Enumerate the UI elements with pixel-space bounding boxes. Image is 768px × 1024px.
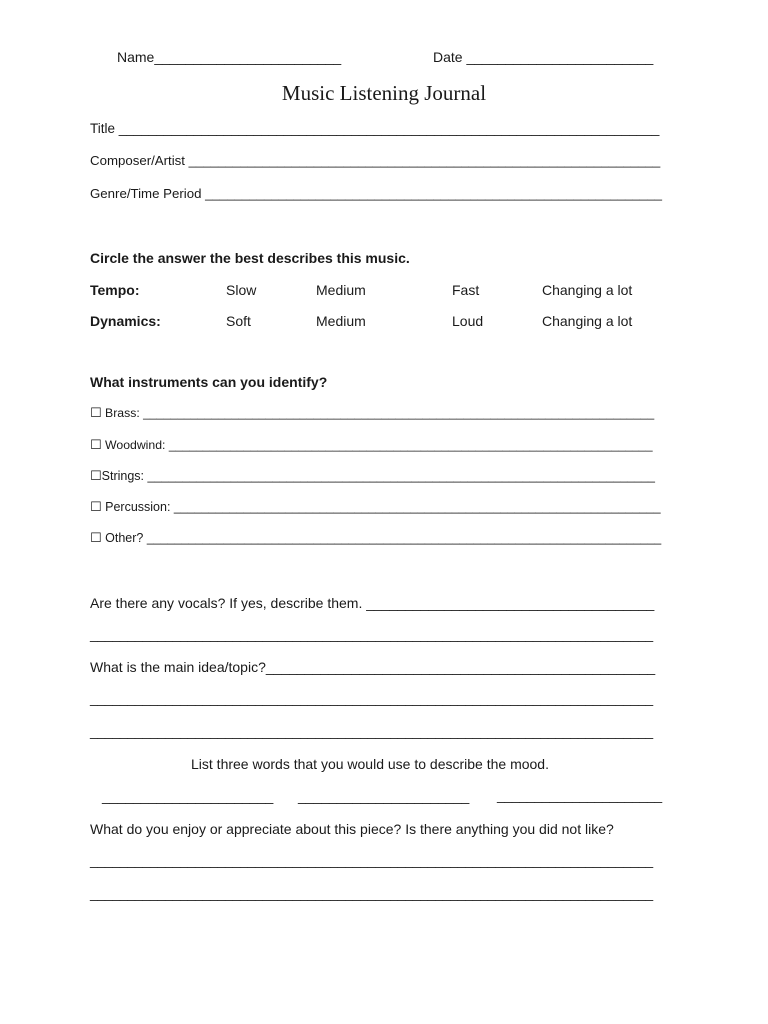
instrument-label: Brass: ___________________________________________________________________________ [101,406,655,420]
tempo-option-changing[interactable]: Changing a lot [542,282,633,298]
topic-answer-line[interactable]: ___________________________________________________________________________ [90,691,654,706]
instrument-item-percussion[interactable] [90,498,661,517]
checkbox-icon[interactable]: ☐ [90,438,102,453]
instrument-item-brass[interactable] [90,404,654,423]
dynamics-option-soft[interactable]: Soft [226,313,251,329]
topic-question[interactable]: What is the main idea/topic?__________________________________________________ [90,659,656,675]
instrument-label: Strings: _________________________________________________________________________ [101,469,655,483]
checkbox-icon[interactable]: ☐ [90,531,102,546]
enjoy-answer-line[interactable]: ___________________________________________________________________________ [90,886,654,901]
checkbox-icon[interactable]: ☐ [90,406,102,421]
instrument-item-woodwind[interactable] [90,436,653,455]
instruments-heading: What instruments can you identify? [90,374,328,390]
instrument-label: Woodwind: _______________________________________________________________________ [101,438,653,452]
mood-blank[interactable]: ______________________ [497,788,663,803]
topic-answer-line[interactable]: ___________________________________________________________________________ [90,724,654,739]
dynamics-option-loud[interactable]: Loud [452,313,484,329]
mood-blank[interactable]: ______________________ [298,788,470,804]
name-field[interactable]: Name________________________ [117,49,342,65]
vocals-answer-line[interactable]: ___________________________________________________________________________ [90,627,654,642]
enjoy-answer-line[interactable]: ___________________________________________________________________________ [90,853,654,868]
dynamics-label: Dynamics: [90,313,161,329]
genre-field[interactable]: Genre/Time Period ______________________________________________________________ [90,186,663,201]
instrument-label: Other? __________________________________________________________________________ [101,531,662,545]
mood-blank[interactable]: ______________________ [102,788,274,804]
tempo-label: Tempo: [90,282,140,298]
tempo-option-slow[interactable]: Slow [226,282,257,298]
tempo-option-medium[interactable]: Medium [316,282,366,298]
checkbox-icon[interactable]: ☐ [90,500,102,515]
date-field[interactable]: Date ________________________ [433,49,654,65]
enjoy-question: What do you enjoy or appreciate about this piece? Is there anything you did not like? [90,821,614,837]
tempo-option-fast[interactable]: Fast [452,282,480,298]
circle-heading: Circle the answer the best describes this music. [90,250,410,266]
mood-prompt: List three words that you would use to describe the mood. [191,756,549,772]
composer-field[interactable]: Composer/Artist ________________________________________________________________ [90,153,661,168]
dynamics-option-medium[interactable]: Medium [316,313,366,329]
vocals-question[interactable]: Are there any vocals? If yes, describe them. _____________________________________ [90,595,655,611]
dynamics-option-changing[interactable]: Changing a lot [542,313,633,329]
title-field[interactable]: Title ________________________________________________________________________ [90,121,660,136]
checkbox-icon[interactable]: ☐ [90,469,102,484]
instrument-label: Percussion: ______________________________________________________________________ [101,500,661,514]
instrument-item-other[interactable] [90,529,661,548]
instrument-item-strings[interactable] [90,467,655,486]
page-title: Music Listening Journal [281,81,487,105]
